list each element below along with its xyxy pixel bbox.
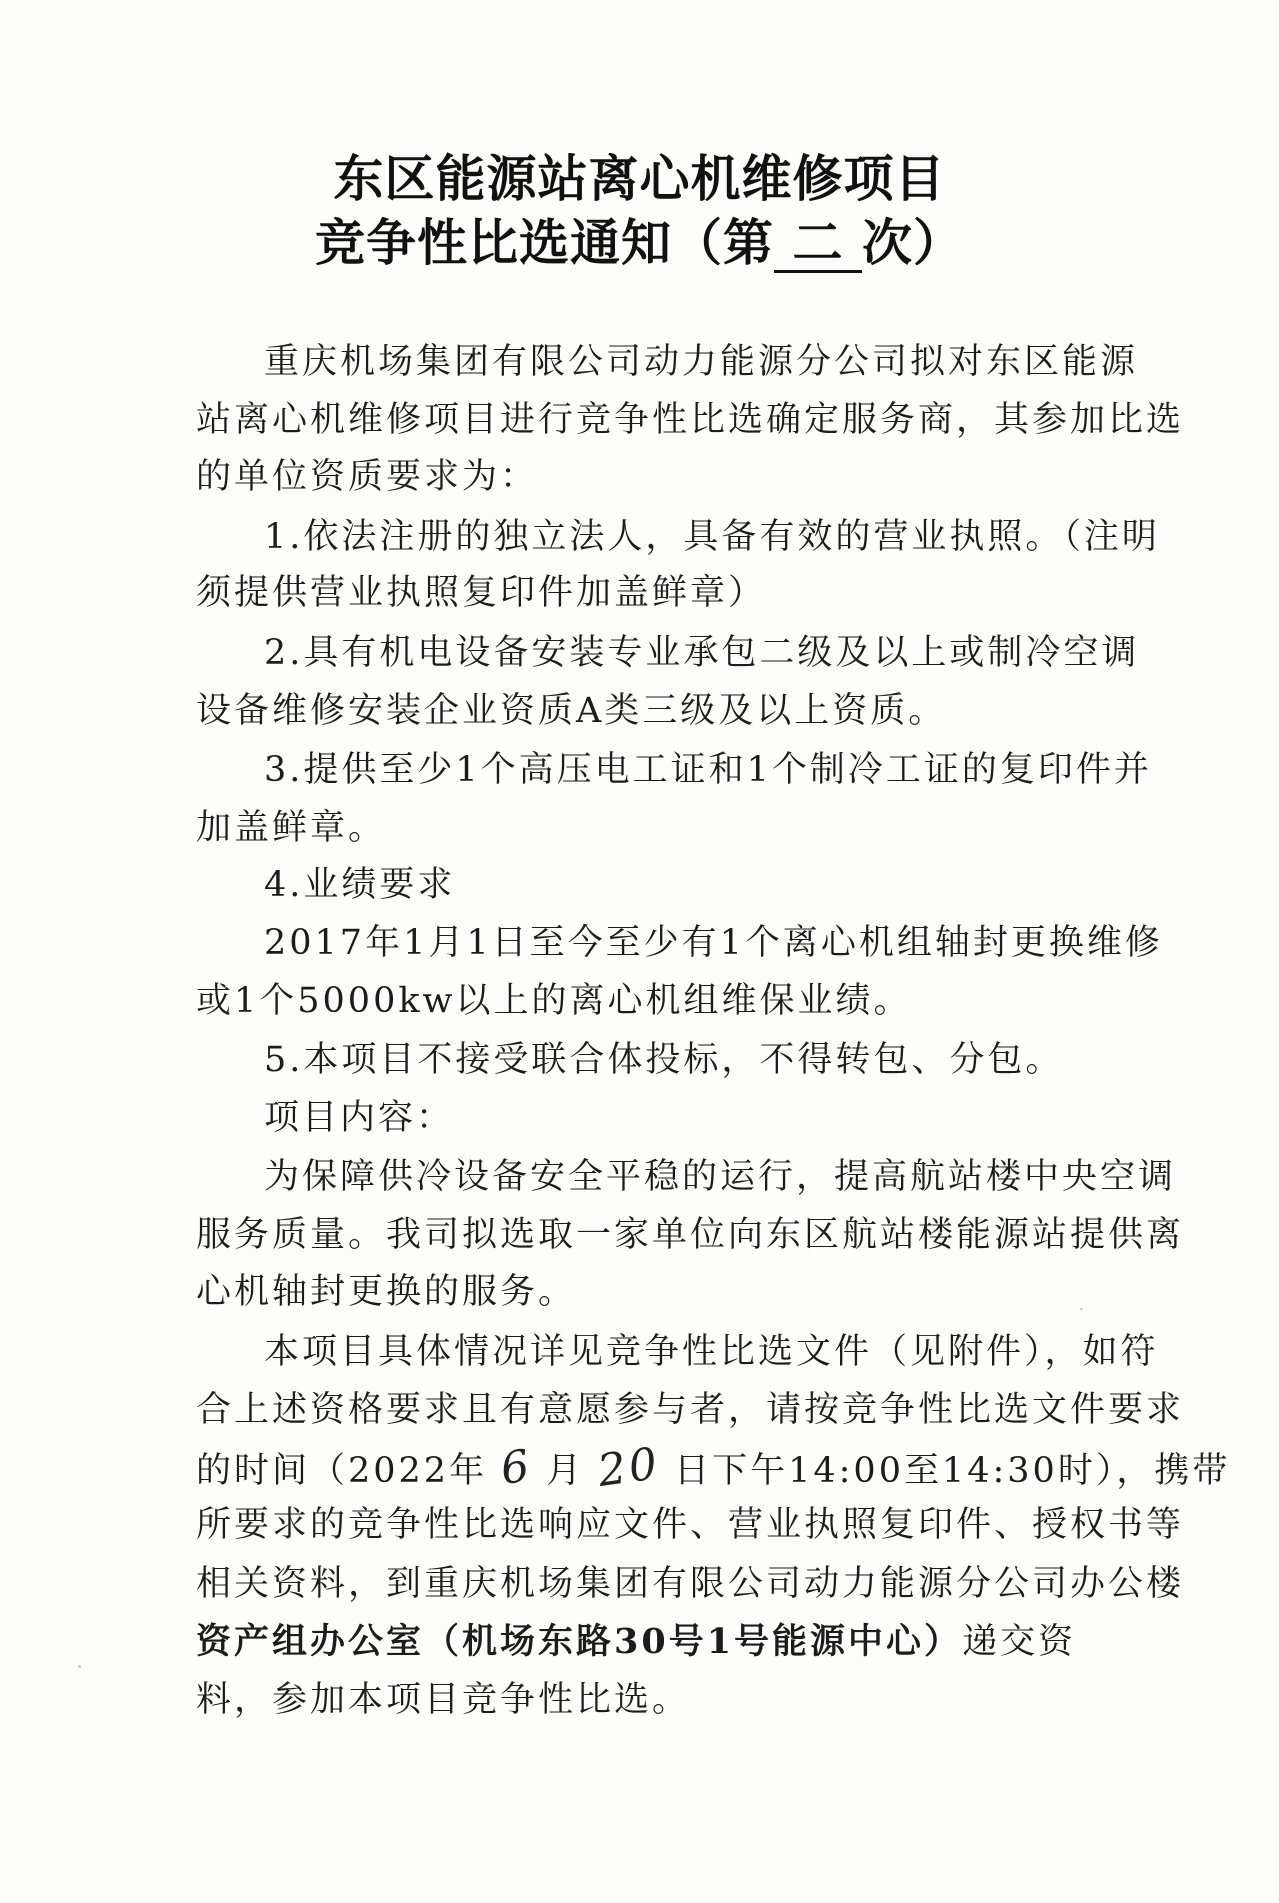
content-line-2: 服务质量。我司拟选取一家单位向东区航站楼能源站提供离	[196, 1215, 1185, 1255]
req1-line-1: 1.依法注册的独立法人，具备有效的营业执照。（注明	[264, 517, 1160, 557]
content-heading: 项目内容：	[264, 1098, 455, 1138]
req4-line-1: 2017年1月1日至今至少有1个离心机组轴封更换维修	[264, 923, 1163, 963]
title-line-2-suffix: 次）	[862, 214, 964, 272]
intro-line-2: 站离心机维修项目进行竞争性比选确定服务商，其参加比选	[196, 400, 1185, 440]
req5-line: 5.本项目不接受联合体投标，不得转包、分包。	[264, 1040, 1064, 1080]
details-line-3	[196, 1437, 1231, 1498]
details-line-6	[196, 1617, 1096, 1667]
content-line-3: 心机轴封更换的服务。	[196, 1272, 577, 1312]
req2-line-2: 设备维修安装企业资质A类三级及以上资质。	[196, 691, 947, 731]
handwritten-day: 20	[594, 1437, 664, 1498]
req1-line-2: 须提供营业执照复印件加盖鲜章）	[196, 573, 767, 613]
req2-line-1: 2.具有机电设备安装专业承包二级及以上或制冷空调	[264, 633, 1140, 673]
details-line-2: 合上述资格要求且有意愿参与者，请按竞争性比选文件要求	[196, 1390, 1185, 1430]
intro-line-1: 重庆机场集团有限公司动力能源分公司拟对东区能源	[264, 342, 1139, 382]
details-time-suffix: 日下午14:00至14:30时），携带	[674, 1451, 1231, 1491]
details-time-prefix: 的时间（2022年	[196, 1451, 488, 1491]
handwritten-month: 6	[497, 1440, 536, 1495]
title-line-1: 东区能源站离心机维修项目	[333, 150, 946, 208]
details-line-6-rest: 递交资	[962, 1622, 1077, 1662]
req3-line-1: 3.提供至少1个高压电工证和1个制冷工证的复印件并	[264, 750, 1152, 790]
title-line-2	[0, 212, 1279, 274]
content-line-1: 为保障供冷设备安全平稳的运行，提高航站楼中央空调	[264, 1157, 1177, 1197]
title-line-2-prefix: 竞争性比选通知（第	[315, 214, 774, 272]
details-line-1: 本项目具体情况详见竞争性比选文件（见附件），如符	[264, 1332, 1159, 1372]
intro-line-3: 的单位资质要求为：	[196, 457, 539, 497]
req4-heading: 4.业绩要求	[264, 865, 456, 905]
details-line-5: 相关资料，到重庆机场集团有限公司动力能源分公司办公楼	[196, 1564, 1185, 1604]
scan-speck	[78, 1665, 81, 1668]
req4-line-2: 或1个5000kw以上的离心机组维保业绩。	[196, 981, 912, 1021]
details-month-char: 月	[546, 1451, 585, 1491]
req3-line-2: 加盖鲜章。	[196, 808, 387, 848]
details-line-7: 料，参加本项目竞争性比选。	[196, 1680, 691, 1720]
office-address: 资产组办公室（机场东路30号1号能源中心）	[196, 1621, 963, 1662]
scan-speck	[1080, 1308, 1083, 1310]
details-line-4: 所要求的竞争性比选响应文件、营业执照复印件、授权书等	[196, 1505, 1185, 1545]
title-round-number: 二	[774, 216, 862, 273]
